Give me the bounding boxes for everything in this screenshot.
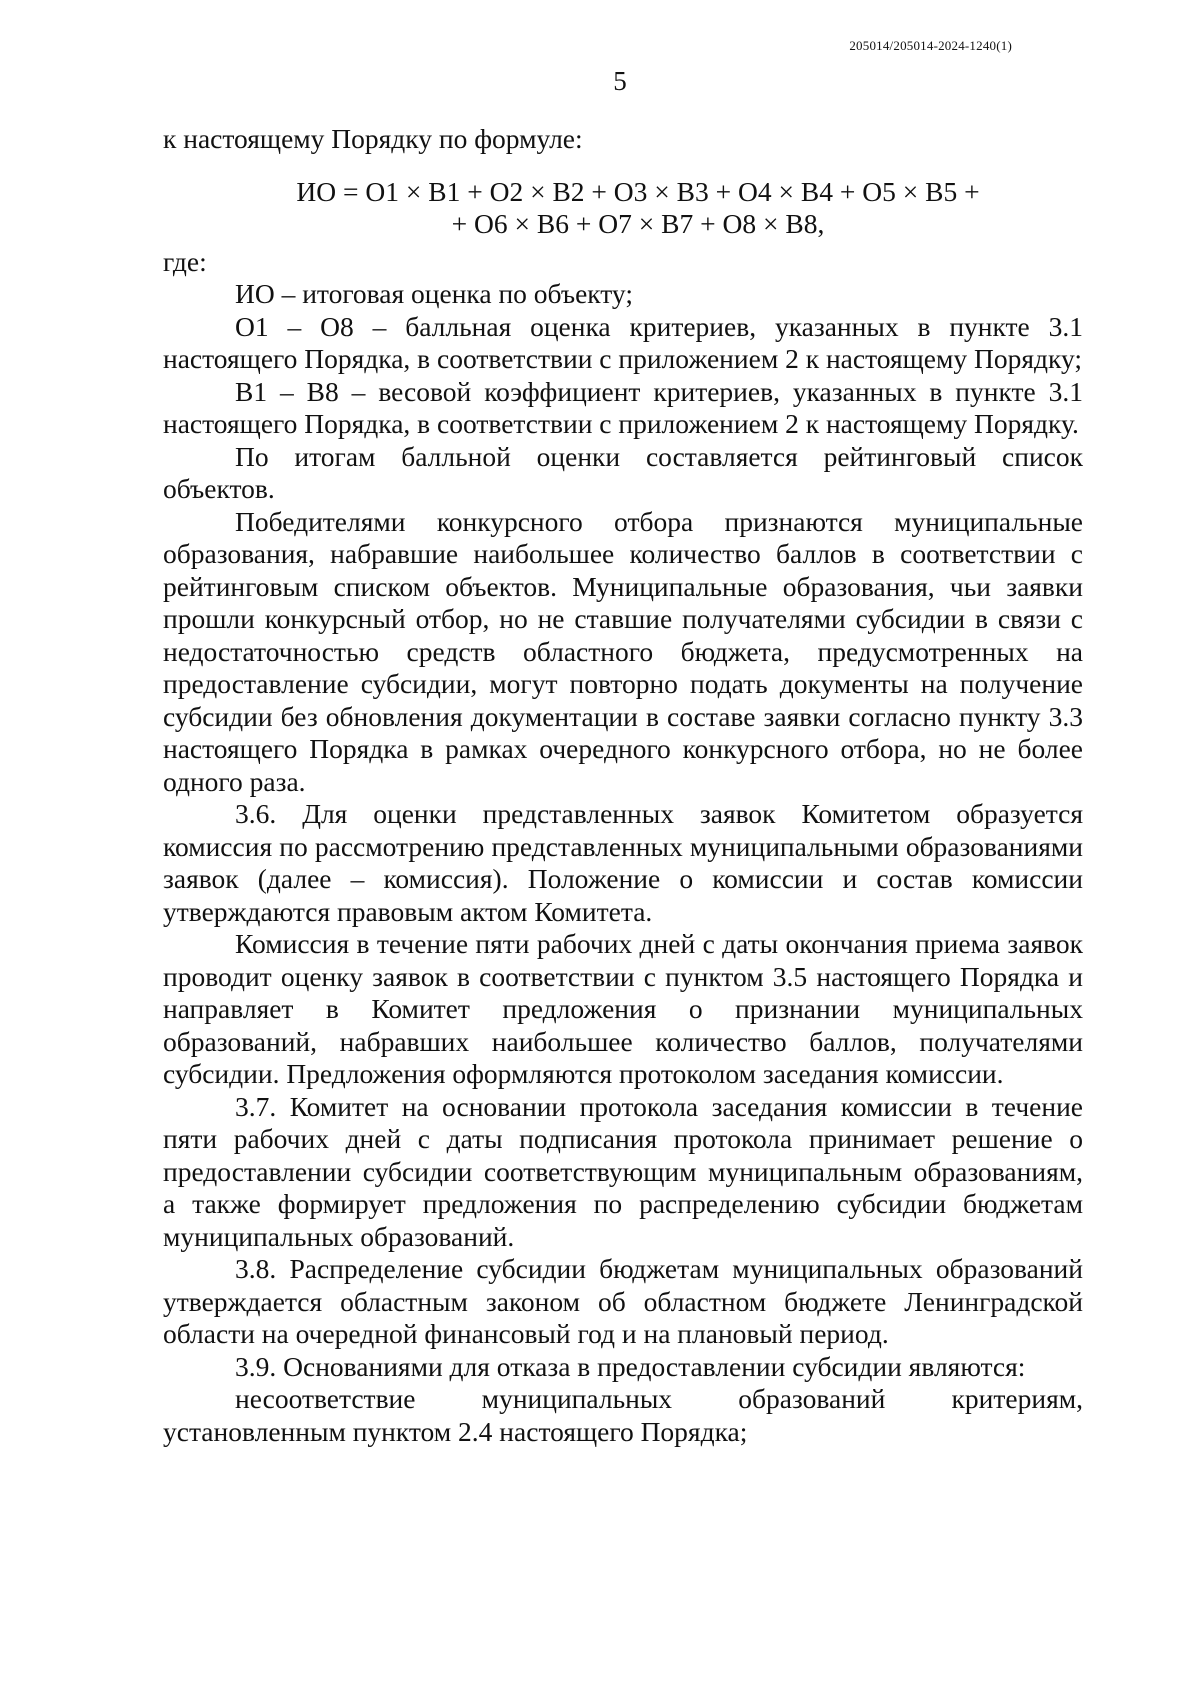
paragraph-mismatch: несоответствие муниципальных образований критериям, установленным пунктом 2.4 настоящего Порядка; bbox=[163, 1383, 1083, 1447]
intro-line: к настоящему Порядку по формуле: bbox=[163, 123, 583, 154]
formula bbox=[163, 176, 1083, 240]
definition-io: ИО – итоговая оценка по объекту; bbox=[235, 278, 633, 309]
paragraph-3-8: 3.8. Распределение субсидии бюджетам муниципальных образований утверждается областным законом об областном бюджете Ленинградской области на очередной финансовый год и на плановый период. bbox=[163, 1253, 1083, 1349]
formula-line-1: ИО = О1 × В1 + О2 × В2 + О3 × В3 + О4 × В4 + О5 × В5 + bbox=[296, 175, 980, 207]
formula-line-2: + О6 × В6 + О7 × В7 + О8 × В8, bbox=[451, 207, 825, 239]
paragraph-3-6: 3.6. Для оценки представленных заявок Комитетом образуется комиссия по рассмотрению представленных муниципальными образованиями заявок (далее – комиссия). Положение о комиссии и состав комиссии утверждаются правовым актом Комитета. bbox=[163, 798, 1083, 927]
paragraph-3-7: 3.7. Комитет на основании протокола заседания комиссии в течение пяти рабочих дней с даты подписания протокола принимает решение о предоставлении субсидии соответствующим муниципальным образованиям, а также формирует предложения по распределению субсидии бюджетам муниципальных образований. bbox=[163, 1090, 1083, 1252]
definition-v: В1 – В8 – весовой коэффициент критериев, указанных в пункте 3.1 настоящего Порядка, в соответствии с приложением 2 к настоящему Порядку. bbox=[163, 375, 1083, 439]
paragraph-commission: Комиссия в течение пяти рабочих дней с даты окончания приема заявок проводит оценку заявок в соответствии с пунктом 3.5 настоящего Порядка и направляет в Комитет предложения о признании муниципальных образований, набравших наибольшее количество баллов, получателями субсидии. Предложения оформляются протоколом заседания комиссии. bbox=[163, 928, 1083, 1089]
document-id: 205014/205014-2024-1240(1) bbox=[849, 38, 1012, 53]
where-label: где: bbox=[163, 245, 207, 277]
document-body bbox=[163, 123, 1083, 1448]
paragraph-rating: По итогам балльной оценки составляется рейтинговый список объектов. bbox=[163, 440, 1083, 504]
paragraph-3-9: 3.9. Основаниями для отказа в предоставлении субсидии являются: bbox=[235, 1350, 1026, 1382]
page-number: 5 bbox=[613, 66, 627, 96]
definition-o: О1 – О8 – балльная оценка критериев, указанных в пункте 3.1 настоящего Порядка, в соответствии с приложением 2 к настоящему Порядку; bbox=[163, 310, 1083, 374]
paragraph-winners: Победителями конкурсного отбора признаются муниципальные образования, набравшие наибольшее количество баллов в соответствии с рейтинговым списком объектов. Муниципальные образования, чьи заявки прошли конкурсный отбор, но не ставшие получателями субсидии в связи с недостаточностью средств областного бюджета, предусмотренных на предоставление субсидии, могут повторно подать документы на получение субсидии без обновления документации в составе заявки согласно пункту 3.3 настоящего Порядка в рамках очередного конкурсного отбора, но не более одного раза. bbox=[163, 505, 1083, 797]
